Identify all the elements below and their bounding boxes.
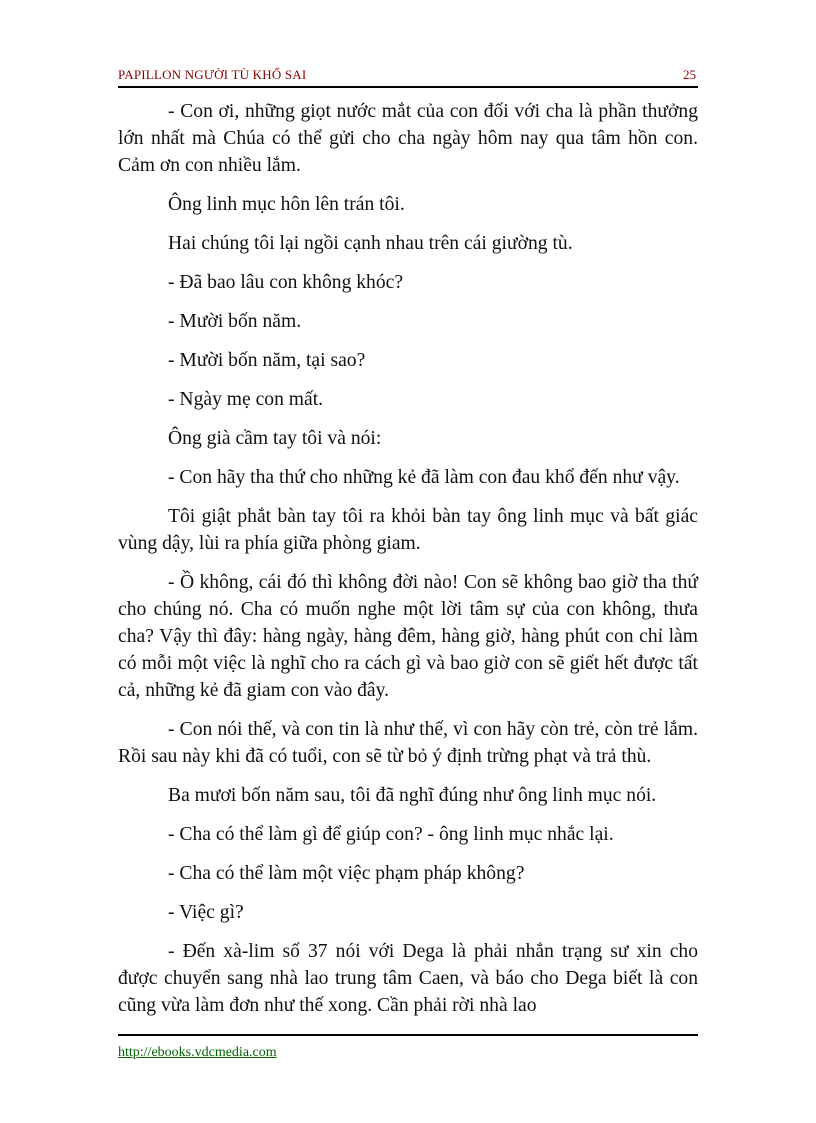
paragraph: - Việc gì? (168, 902, 244, 923)
paragraph: - Cha có thể làm một việc phạm pháp không? (168, 863, 525, 884)
paragraph: - Con nói thế, và con tin là như thế, vì con hãy còn trẻ, còn trẻ lắm. Rồi sau này khi đã có tuổi, con sẽ từ bỏ ý định trừng phạt và trả thù. (118, 719, 698, 767)
paragraph: Ba mươi bốn năm sau, tôi đã nghĩ đúng như ông linh mục nói. (168, 785, 657, 806)
paragraph: - Đến xà-lim số 37 nói với Dega là phải nhắn trạng sư xin cho được chuyển sang nhà lao trung tâm Caen, và báo cho Dega biết là con cũng vừa làm đơn như thế xong. Cần phải rời nhà lao (118, 941, 698, 1016)
footer-divider (118, 1034, 698, 1036)
paragraph: - Cha có thể làm gì để giúp con? - ông linh mục nhắc lại. (168, 824, 614, 845)
paragraph: - Ngày mẹ con mất. (168, 389, 324, 410)
page-body (118, 98, 698, 1031)
paragraph: Ông già cầm tay tôi và nói: (168, 428, 382, 449)
paragraph: - Con ơi, những giọt nước mắt của con đối với cha là phần thưởng lớn nhất mà Chúa có thể gửi cho cha ngày hôm nay qua tâm hồn con. Cảm ơn con nhiều lắm. (118, 101, 698, 176)
running-header (118, 64, 698, 88)
page-number: 25 (683, 67, 696, 82)
paragraph: - Con hãy tha thứ cho những kẻ đã làm con đau khổ đến như vậy. (168, 467, 680, 488)
footer-url-link[interactable]: http://ebooks.vdcmedia.com (118, 1045, 277, 1060)
book-title: PAPILLON NGƯỜI TÙ KHỔ SAI (118, 67, 307, 82)
paragraph: - Mười bốn năm. (168, 311, 302, 332)
paragraph: - Ồ không, cái đó thì không đời nào! Con sẽ không bao giờ tha thứ cho chúng nó. Cha có muốn nghe một lời tâm sự của con không, thưa cha? Vậy thì đây: hàng ngày, hàng đêm, hàng giờ, hàng phút con chỉ làm có mỗi một việc là nghĩ cho ra cách gì và bao giờ con sẽ giết hết được tất cả, những kẻ đã giam con vào đây. (118, 572, 698, 701)
paragraph: Ông linh mục hôn lên trán tôi. (168, 194, 405, 215)
paragraph: Hai chúng tôi lại ngồi cạnh nhau trên cái giường tù. (168, 233, 573, 254)
paragraph: - Đã bao lâu con không khóc? (168, 272, 404, 293)
paragraph: - Mười bốn năm, tại sao? (168, 350, 366, 371)
paragraph: Tôi giật phắt bàn tay tôi ra khỏi bàn tay ông linh mục và bất giác vùng dậy, lùi ra phía giữa phòng giam. (118, 506, 698, 554)
